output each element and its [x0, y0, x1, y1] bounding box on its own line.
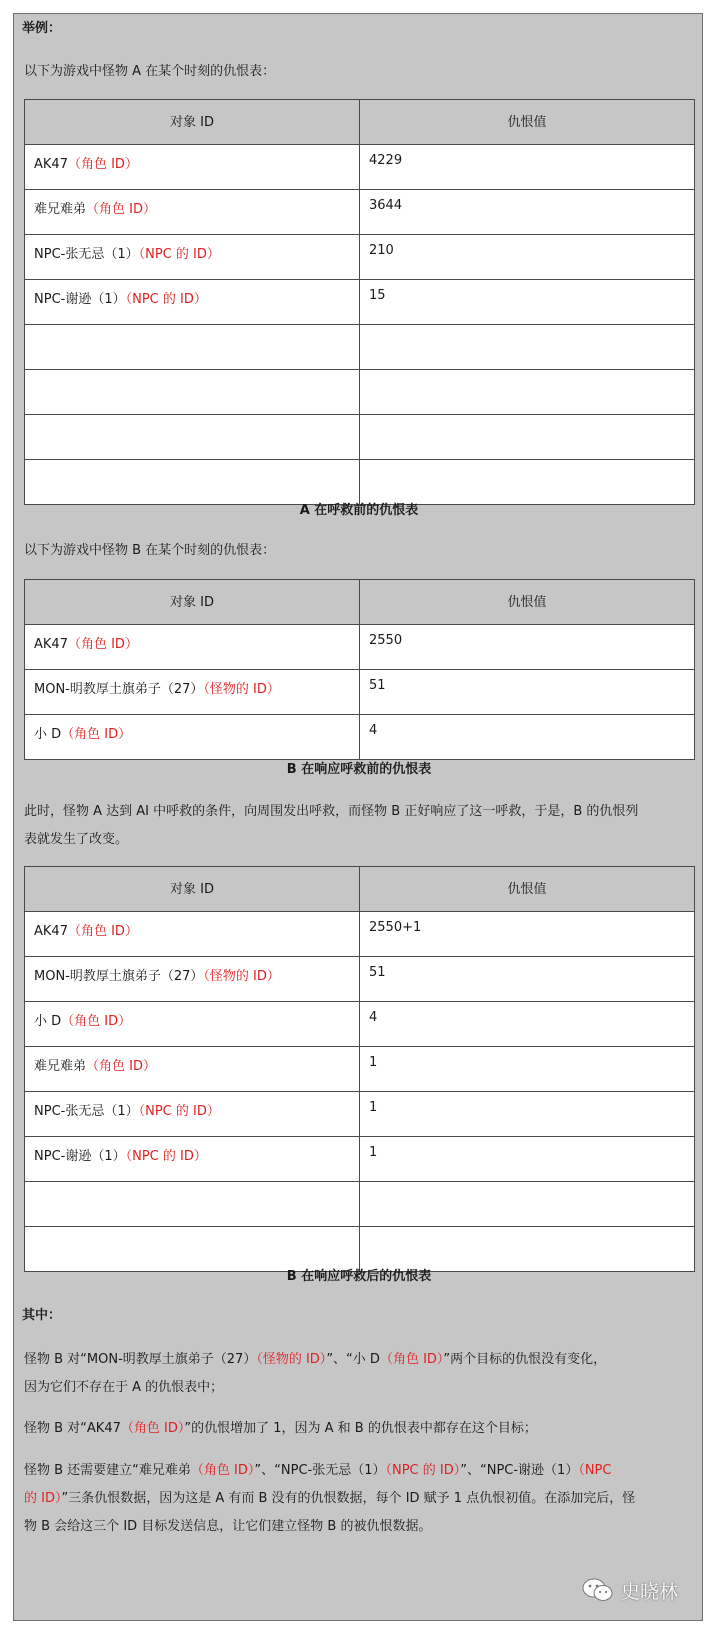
hate-value-cell: 4229 [360, 145, 695, 190]
hate-value-cell: 2550 [360, 625, 695, 670]
intro-monster-a: 以下为游戏中怪物 A 在某个时刻的仇恨表： [24, 64, 276, 79]
note-1-line-2: 因为它们不存在于 A 的仇恨表中； [24, 1380, 224, 1395]
table-row [25, 625, 695, 670]
object-name: AK47 [34, 637, 68, 652]
document-panel [13, 13, 703, 1621]
table-row [25, 1092, 695, 1137]
object-name: NPC-张无忌（1） [34, 247, 139, 262]
header-hate-value: 仇恨值 [360, 580, 695, 625]
object-type-tag: （角色 ID） [61, 727, 132, 742]
object-type-tag: （角色 ID） [61, 1014, 132, 1029]
hate-value-cell: 15 [360, 280, 695, 325]
middle-line-2: 表就发生了改变。 [24, 832, 129, 847]
text-run: ”、“NPC-张无忌（1） [254, 1463, 386, 1478]
table-row [25, 1137, 695, 1182]
empty-row [25, 370, 695, 415]
object-type-tag: （角色 ID） [67, 157, 138, 172]
object-id-cell [25, 625, 360, 670]
object-id-cell [25, 1092, 360, 1137]
header-hate-value: 仇恨值 [360, 867, 695, 912]
object-id-cell [25, 1047, 360, 1092]
table-row [25, 912, 695, 957]
object-name: NPC-谢逊（1） [34, 292, 126, 307]
object-type-tag: （角色 ID） [86, 1059, 156, 1074]
table-row [25, 715, 695, 760]
object-id-cell [25, 145, 360, 190]
empty-cell [360, 370, 695, 415]
empty-cell [360, 325, 695, 370]
middle-line-1: 此时，怪物 A 达到 AI 中呼救的条件，向周围发出呼救，而怪物 B 正好响应了这一呼救，于是，B 的仇恨列 [24, 804, 639, 819]
example-heading: 举例： [22, 21, 62, 36]
note-1-line-1 [24, 1346, 692, 1374]
object-name: MON-明教厚土旗弟子（27） [34, 969, 204, 984]
object-type-tag: （NPC 的 ID） [125, 1149, 207, 1164]
note-paragraph-2 [24, 1415, 692, 1443]
empty-row [25, 460, 695, 505]
table-header-row [25, 100, 695, 145]
text-run: ”三条仇恨数据，因为这是 A 有而 B 没有的仇恨数据，每个 ID 赋予 1 点仇恨初值。在添加完后，怪 [61, 1491, 636, 1506]
object-id-cell [25, 235, 360, 280]
hate-value-cell: 2550+1 [360, 912, 695, 957]
hate-table-b-before [24, 579, 695, 760]
object-name: AK47 [34, 157, 68, 172]
object-name: 难兄难弟 [34, 1059, 87, 1074]
red-tag: （NPC [578, 1463, 612, 1478]
object-id-cell [25, 957, 360, 1002]
hate-value-cell: 51 [360, 957, 695, 1002]
object-name: 小 D [34, 1014, 62, 1029]
object-name: NPC-张无忌（1） [34, 1104, 139, 1119]
wechat-icon [581, 1576, 615, 1604]
object-name: 小 D [34, 727, 62, 742]
text-run: 怪物 B 还需要建立“难兄难弟 [24, 1463, 191, 1478]
table-row [25, 957, 695, 1002]
watermark-text: 史晓林 [620, 1580, 678, 1603]
object-name: MON-明教厚土旗弟子（27） [34, 682, 204, 697]
object-type-tag: （怪物的 ID） [203, 682, 280, 697]
table-row [25, 235, 695, 280]
object-type-tag: （怪物的 ID） [203, 969, 280, 984]
hate-value-cell: 51 [360, 670, 695, 715]
object-id-cell [25, 912, 360, 957]
note-3-line-3: 物 B 会给这三个 ID 目标发送信息，让它们建立怪物 B 的被仇恨数据。 [24, 1519, 432, 1534]
text-run: ”两个目标的仇恨没有变化， [443, 1352, 607, 1367]
object-name: NPC-谢逊（1） [34, 1149, 126, 1164]
table-header-row [25, 580, 695, 625]
hate-value-cell: 4 [360, 1002, 695, 1047]
empty-row [25, 325, 695, 370]
hate-value-cell: 1 [360, 1137, 695, 1182]
empty-cell [360, 460, 695, 505]
hate-value-cell: 1 [360, 1047, 695, 1092]
table-header-row [25, 867, 695, 912]
hate-table-b-after [24, 866, 695, 1272]
red-tag: （NPC 的 ID） [385, 1463, 461, 1478]
object-name: AK47 [34, 924, 68, 939]
hate-table-a [24, 99, 695, 505]
table-row [25, 1002, 695, 1047]
header-hate-value: 仇恨值 [360, 100, 695, 145]
empty-cell [25, 370, 360, 415]
caption-table-b-after: B 在响应呼救后的仇恨表 [286, 1269, 432, 1284]
table-row [25, 1047, 695, 1092]
table-row [25, 145, 695, 190]
text-run: ”的仇恨增加了 1，因为 A 和 B 的仇恨表中都存在这个目标； [184, 1421, 537, 1436]
caption-table-a: A 在呼救前的仇恨表 [299, 503, 419, 518]
object-id-cell [25, 670, 360, 715]
red-tag: （角色 ID） [190, 1463, 255, 1478]
empty-cell [360, 1182, 695, 1227]
object-id-cell [25, 1137, 360, 1182]
text-run: ”、“NPC-谢逊（1） [460, 1463, 579, 1478]
header-object-id: 对象 ID [25, 867, 360, 912]
object-id-cell [25, 280, 360, 325]
caption-table-b-before: B 在响应呼救前的仇恨表 [286, 762, 432, 777]
red-tag: （角色 ID） [379, 1352, 444, 1367]
note-paragraph-3 [24, 1457, 692, 1541]
object-id-cell [25, 1002, 360, 1047]
header-object-id: 对象 ID [25, 100, 360, 145]
table-row [25, 670, 695, 715]
table-row [25, 190, 695, 235]
empty-cell [25, 1182, 360, 1227]
object-type-tag: （NPC 的 ID） [125, 292, 207, 307]
red-tag: （角色 ID） [120, 1421, 185, 1436]
header-object-id: 对象 ID [25, 580, 360, 625]
object-type-tag: （角色 ID） [67, 637, 138, 652]
object-type-tag: （角色 ID） [86, 202, 156, 217]
note-3-line-1 [24, 1457, 692, 1485]
hate-value-cell: 210 [360, 235, 695, 280]
text-run: ”、“小 D [326, 1352, 380, 1367]
notes-heading: 其中： [22, 1308, 62, 1323]
hate-value-cell: 4 [360, 715, 695, 760]
empty-row [25, 415, 695, 460]
object-type-tag: （NPC 的 ID） [138, 247, 220, 262]
middle-paragraph [24, 798, 638, 854]
note-3-line-2 [24, 1485, 692, 1513]
object-type-tag: （NPC 的 ID） [138, 1104, 220, 1119]
empty-cell [25, 460, 360, 505]
empty-cell [25, 325, 360, 370]
empty-cell [360, 415, 695, 460]
object-id-cell [25, 190, 360, 235]
object-id-cell [25, 715, 360, 760]
text-run: 怪物 B 对“AK47 [24, 1421, 121, 1436]
red-tag: 的 ID） [24, 1491, 62, 1506]
hate-value-cell: 1 [360, 1092, 695, 1137]
watermark [581, 1576, 678, 1604]
object-type-tag: （角色 ID） [67, 924, 138, 939]
note-paragraph-1 [24, 1346, 692, 1402]
text-run: 怪物 B 对“MON-明教厚土旗弟子（27） [24, 1352, 257, 1367]
red-tag: （怪物的 ID） [256, 1352, 327, 1367]
intro-monster-b: 以下为游戏中怪物 B 在某个时刻的仇恨表： [24, 543, 276, 558]
hate-value-cell: 3644 [360, 190, 695, 235]
empty-row [25, 1182, 695, 1227]
table-row [25, 280, 695, 325]
object-name: 难兄难弟 [34, 202, 87, 217]
empty-cell [25, 415, 360, 460]
